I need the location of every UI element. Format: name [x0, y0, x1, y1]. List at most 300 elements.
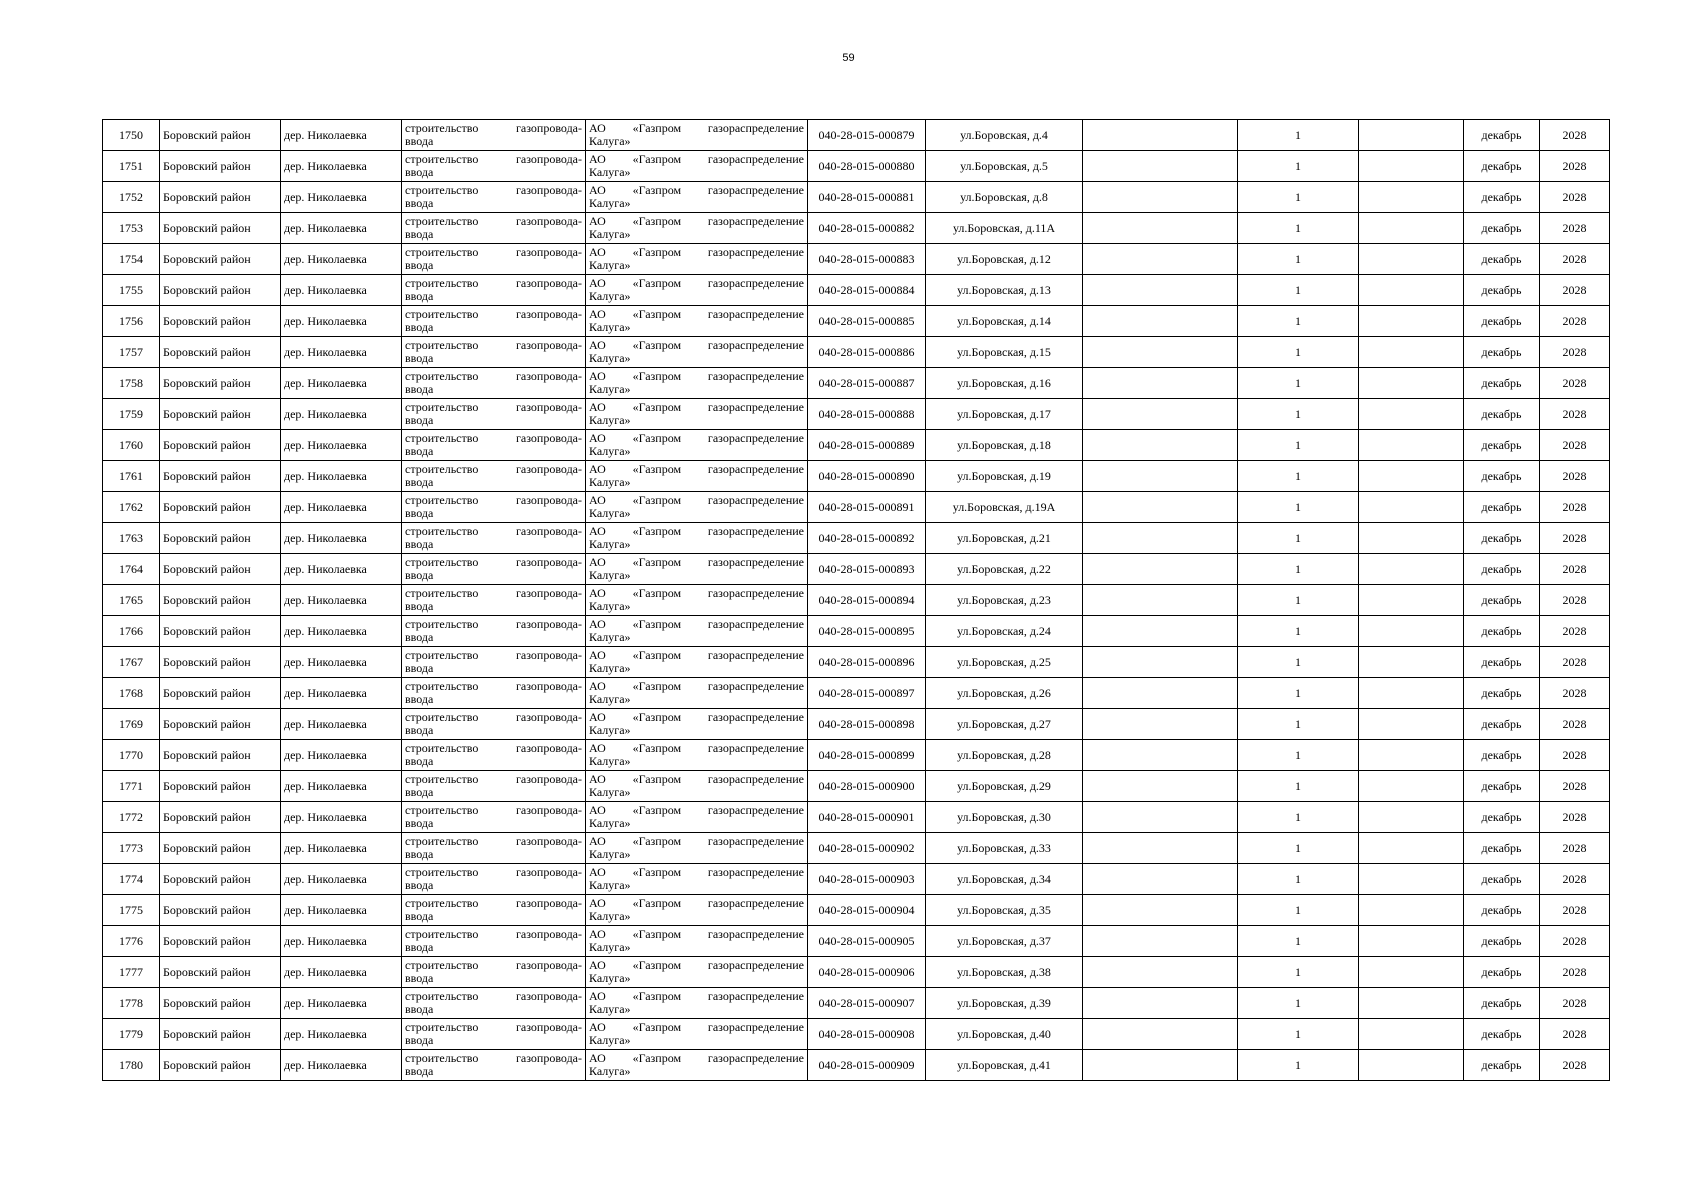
address-cell: ул.Боровская, д.4 [926, 120, 1083, 151]
month-cell: декабрь [1464, 306, 1540, 337]
table-row [103, 368, 1610, 399]
owner-word: Калуга» [589, 506, 631, 520]
owner-word: «Газпром [632, 865, 682, 879]
owner-word: Калуга» [589, 537, 631, 551]
settlement-cell: дер. Николаевка [281, 213, 402, 244]
work-type-word: строительство [405, 431, 479, 445]
empty-cell [1083, 151, 1238, 182]
work-type-word: газопровода- [515, 617, 582, 631]
work-type-word: строительство [405, 369, 479, 383]
owner-word: газораспределение [707, 958, 804, 972]
quantity-cell: 1 [1238, 1019, 1359, 1050]
table-row [103, 988, 1610, 1019]
quantity-cell: 1 [1238, 833, 1359, 864]
address-cell: ул.Боровская, д.35 [926, 895, 1083, 926]
owner-cell [586, 771, 808, 802]
year-cell: 2028 [1540, 957, 1610, 988]
work-type-cell [402, 275, 586, 306]
district-cell: Боровский район [160, 461, 281, 492]
owner-cell [586, 709, 808, 740]
owner-word: «Газпром [632, 369, 682, 383]
year-cell: 2028 [1540, 399, 1610, 430]
work-type-word: газопровода- [515, 462, 582, 476]
empty-cell [1359, 771, 1464, 802]
work-type-word: ввода [405, 630, 434, 644]
work-type-cell [402, 151, 586, 182]
address-cell: ул.Боровская, д.22 [926, 554, 1083, 585]
year-cell: 2028 [1540, 1019, 1610, 1050]
settlement-cell: дер. Николаевка [281, 554, 402, 585]
owner-cell [586, 461, 808, 492]
table-row [103, 430, 1610, 461]
object-code-cell: 040-28-015-000885 [808, 306, 926, 337]
year-cell: 2028 [1540, 492, 1610, 523]
owner-cell [586, 740, 808, 771]
empty-cell [1083, 957, 1238, 988]
work-type-cell [402, 926, 586, 957]
empty-cell [1083, 1019, 1238, 1050]
work-type-word: ввода [405, 1002, 434, 1016]
address-cell: ул.Боровская, д.14 [926, 306, 1083, 337]
object-code-cell: 040-28-015-000884 [808, 275, 926, 306]
owner-word: «Газпром [632, 524, 682, 538]
work-type-word: строительство [405, 927, 479, 941]
owner-word: Калуга» [589, 320, 631, 334]
quantity-cell: 1 [1238, 120, 1359, 151]
object-code-cell: 040-28-015-000883 [808, 244, 926, 275]
work-type-word: ввода [405, 289, 434, 303]
district-cell: Боровский район [160, 585, 281, 616]
work-type-word: строительство [405, 462, 479, 476]
row-number-cell: 1759 [103, 399, 160, 430]
work-type-word: строительство [405, 1051, 479, 1065]
empty-cell [1083, 802, 1238, 833]
owner-word: газораспределение [707, 555, 804, 569]
row-number-cell: 1769 [103, 709, 160, 740]
work-type-cell [402, 492, 586, 523]
table-row [103, 926, 1610, 957]
owner-word: АО [589, 989, 606, 1003]
district-cell: Боровский район [160, 864, 281, 895]
owner-cell [586, 213, 808, 244]
work-type-word: газопровода- [515, 276, 582, 290]
work-type-word: газопровода- [515, 1051, 582, 1065]
owner-cell [586, 120, 808, 151]
district-cell: Боровский район [160, 275, 281, 306]
quantity-cell: 1 [1238, 771, 1359, 802]
empty-cell [1359, 120, 1464, 151]
month-cell: декабрь [1464, 771, 1540, 802]
work-type-word: ввода [405, 847, 434, 861]
address-cell: ул.Боровская, д.28 [926, 740, 1083, 771]
address-cell: ул.Боровская, д.23 [926, 585, 1083, 616]
row-number-cell: 1771 [103, 771, 160, 802]
district-cell: Боровский район [160, 647, 281, 678]
table-row [103, 833, 1610, 864]
owner-cell [586, 647, 808, 678]
work-type-word: ввода [405, 785, 434, 799]
row-number-cell: 1768 [103, 678, 160, 709]
month-cell: декабрь [1464, 926, 1540, 957]
owner-word: Калуга» [589, 940, 631, 954]
empty-cell [1359, 306, 1464, 337]
address-cell: ул.Боровская, д.26 [926, 678, 1083, 709]
owner-word: газораспределение [707, 586, 804, 600]
owner-word: АО [589, 648, 606, 662]
owner-word: газораспределение [707, 1051, 804, 1065]
month-cell: декабрь [1464, 895, 1540, 926]
district-cell: Боровский район [160, 430, 281, 461]
row-number-cell: 1751 [103, 151, 160, 182]
work-type-word: строительство [405, 1020, 479, 1034]
work-type-word: строительство [405, 338, 479, 352]
owner-word: газораспределение [707, 896, 804, 910]
work-type-word: ввода [405, 196, 434, 210]
work-type-word: газопровода- [515, 555, 582, 569]
empty-cell [1359, 523, 1464, 554]
month-cell: декабрь [1464, 430, 1540, 461]
empty-cell [1083, 368, 1238, 399]
owner-cell [586, 926, 808, 957]
owner-word: Калуга» [589, 878, 631, 892]
work-type-word: строительство [405, 803, 479, 817]
row-number-cell: 1780 [103, 1050, 160, 1081]
object-code-cell: 040-28-015-000895 [808, 616, 926, 647]
owner-word: АО [589, 369, 606, 383]
empty-cell [1083, 895, 1238, 926]
work-type-word: строительство [405, 524, 479, 538]
empty-cell [1359, 492, 1464, 523]
district-cell: Боровский район [160, 678, 281, 709]
address-cell: ул.Боровская, д.33 [926, 833, 1083, 864]
owner-word: «Газпром [632, 400, 682, 414]
work-type-word: ввода [405, 1064, 434, 1078]
table-row [103, 771, 1610, 802]
empty-cell [1083, 461, 1238, 492]
month-cell: декабрь [1464, 740, 1540, 771]
table-row [103, 523, 1610, 554]
work-type-word: ввода [405, 382, 434, 396]
quantity-cell: 1 [1238, 492, 1359, 523]
work-type-word: газопровода- [515, 307, 582, 321]
table-row [103, 244, 1610, 275]
table-row [103, 461, 1610, 492]
month-cell: декабрь [1464, 647, 1540, 678]
month-cell: декабрь [1464, 802, 1540, 833]
table-row [103, 492, 1610, 523]
address-cell: ул.Боровская, д.25 [926, 647, 1083, 678]
work-type-word: ввода [405, 692, 434, 706]
quantity-cell: 1 [1238, 709, 1359, 740]
object-code-cell: 040-28-015-000880 [808, 151, 926, 182]
table-row [103, 957, 1610, 988]
owner-word: газораспределение [707, 121, 804, 135]
work-type-word: газопровода- [515, 431, 582, 445]
empty-cell [1083, 864, 1238, 895]
object-code-cell: 040-28-015-000901 [808, 802, 926, 833]
empty-cell [1359, 833, 1464, 864]
object-code-cell: 040-28-015-000904 [808, 895, 926, 926]
owner-cell [586, 306, 808, 337]
owner-word: Калуга» [589, 630, 631, 644]
quantity-cell: 1 [1238, 306, 1359, 337]
owner-word: газораспределение [707, 834, 804, 848]
owner-word: Калуга» [589, 785, 631, 799]
owner-cell [586, 988, 808, 1019]
owner-word: АО [589, 555, 606, 569]
table-row [103, 895, 1610, 926]
work-type-word: ввода [405, 537, 434, 551]
owner-word: «Газпром [632, 276, 682, 290]
owner-word: газораспределение [707, 276, 804, 290]
owner-word: АО [589, 431, 606, 445]
address-cell: ул.Боровская, д.24 [926, 616, 1083, 647]
district-cell: Боровский район [160, 399, 281, 430]
owner-word: АО [589, 958, 606, 972]
year-cell: 2028 [1540, 895, 1610, 926]
address-cell: ул.Боровская, д.39 [926, 988, 1083, 1019]
owner-word: газораспределение [707, 214, 804, 228]
table-row [103, 275, 1610, 306]
district-cell: Боровский район [160, 523, 281, 554]
work-type-cell [402, 461, 586, 492]
year-cell: 2028 [1540, 120, 1610, 151]
owner-word: Калуга» [589, 723, 631, 737]
work-type-word: ввода [405, 971, 434, 985]
settlement-cell: дер. Николаевка [281, 957, 402, 988]
address-cell: ул.Боровская, д.5 [926, 151, 1083, 182]
empty-cell [1083, 988, 1238, 1019]
owner-word: газораспределение [707, 710, 804, 724]
work-type-cell [402, 523, 586, 554]
owner-word: Калуга» [589, 1064, 631, 1078]
empty-cell [1083, 337, 1238, 368]
object-code-cell: 040-28-015-000882 [808, 213, 926, 244]
owner-word: Калуга» [589, 754, 631, 768]
object-code-cell: 040-28-015-000899 [808, 740, 926, 771]
owner-word: «Газпром [632, 152, 682, 166]
settlement-cell: дер. Николаевка [281, 275, 402, 306]
quantity-cell: 1 [1238, 461, 1359, 492]
work-type-word: строительство [405, 400, 479, 414]
empty-cell [1083, 492, 1238, 523]
work-type-word: газопровода- [515, 741, 582, 755]
owner-word: газораспределение [707, 493, 804, 507]
district-cell: Боровский район [160, 182, 281, 213]
owner-cell [586, 585, 808, 616]
owner-word: АО [589, 865, 606, 879]
owner-word: АО [589, 896, 606, 910]
work-type-word: ввода [405, 444, 434, 458]
row-number-cell: 1779 [103, 1019, 160, 1050]
month-cell: декабрь [1464, 833, 1540, 864]
empty-cell [1359, 647, 1464, 678]
district-cell: Боровский район [160, 833, 281, 864]
quantity-cell: 1 [1238, 213, 1359, 244]
owner-word: АО [589, 524, 606, 538]
quantity-cell: 1 [1238, 895, 1359, 926]
owner-cell [586, 337, 808, 368]
owner-word: газораспределение [707, 617, 804, 631]
district-cell: Боровский район [160, 1019, 281, 1050]
empty-cell [1083, 616, 1238, 647]
object-code-cell: 040-28-015-000889 [808, 430, 926, 461]
owner-word: «Газпром [632, 183, 682, 197]
quantity-cell: 1 [1238, 368, 1359, 399]
owner-word: газораспределение [707, 462, 804, 476]
work-type-word: ввода [405, 661, 434, 675]
empty-cell [1083, 275, 1238, 306]
year-cell: 2028 [1540, 306, 1610, 337]
work-type-word: строительство [405, 121, 479, 135]
settlement-cell: дер. Николаевка [281, 244, 402, 275]
owner-word: газораспределение [707, 741, 804, 755]
owner-cell [586, 864, 808, 895]
empty-cell [1359, 740, 1464, 771]
object-code-cell: 040-28-015-000896 [808, 647, 926, 678]
district-cell: Боровский район [160, 802, 281, 833]
quantity-cell: 1 [1238, 523, 1359, 554]
work-type-cell [402, 802, 586, 833]
owner-word: газораспределение [707, 338, 804, 352]
owner-word: Калуга» [589, 661, 631, 675]
owner-word: «Газпром [632, 679, 682, 693]
table-row [103, 306, 1610, 337]
year-cell: 2028 [1540, 368, 1610, 399]
object-code-cell: 040-28-015-000898 [808, 709, 926, 740]
settlement-cell: дер. Николаевка [281, 430, 402, 461]
work-type-word: газопровода- [515, 121, 582, 135]
work-type-cell [402, 1019, 586, 1050]
year-cell: 2028 [1540, 988, 1610, 1019]
work-type-word: строительство [405, 865, 479, 879]
empty-cell [1359, 895, 1464, 926]
owner-word: «Газпром [632, 555, 682, 569]
owner-word: АО [589, 245, 606, 259]
owner-word: АО [589, 400, 606, 414]
object-code-cell: 040-28-015-000881 [808, 182, 926, 213]
owner-word: газораспределение [707, 245, 804, 259]
work-type-word: газопровода- [515, 214, 582, 228]
quantity-cell: 1 [1238, 399, 1359, 430]
owner-word: газораспределение [707, 307, 804, 321]
quantity-cell: 1 [1238, 802, 1359, 833]
empty-cell [1359, 1019, 1464, 1050]
empty-cell [1083, 523, 1238, 554]
empty-cell [1083, 771, 1238, 802]
work-type-word: газопровода- [515, 1020, 582, 1034]
row-number-cell: 1753 [103, 213, 160, 244]
work-type-cell [402, 740, 586, 771]
work-type-cell [402, 430, 586, 461]
address-cell: ул.Боровская, д.16 [926, 368, 1083, 399]
year-cell: 2028 [1540, 647, 1610, 678]
row-number-cell: 1773 [103, 833, 160, 864]
empty-cell [1359, 864, 1464, 895]
work-type-cell [402, 771, 586, 802]
owner-word: АО [589, 462, 606, 476]
address-cell: ул.Боровская, д.12 [926, 244, 1083, 275]
district-cell: Боровский район [160, 492, 281, 523]
work-type-cell [402, 399, 586, 430]
address-cell: ул.Боровская, д.11А [926, 213, 1083, 244]
empty-cell [1083, 554, 1238, 585]
owner-word: АО [589, 307, 606, 321]
owner-cell [586, 1050, 808, 1081]
owner-word: газораспределение [707, 524, 804, 538]
work-type-word: газопровода- [515, 648, 582, 662]
owner-cell [586, 151, 808, 182]
month-cell: декабрь [1464, 461, 1540, 492]
address-cell: ул.Боровская, д.29 [926, 771, 1083, 802]
empty-cell [1359, 988, 1464, 1019]
work-type-cell [402, 213, 586, 244]
row-number-cell: 1766 [103, 616, 160, 647]
owner-word: Калуга» [589, 413, 631, 427]
work-type-cell [402, 182, 586, 213]
quantity-cell: 1 [1238, 740, 1359, 771]
owner-word: АО [589, 803, 606, 817]
work-type-word: строительство [405, 555, 479, 569]
object-code-cell: 040-28-015-000903 [808, 864, 926, 895]
work-type-word: строительство [405, 834, 479, 848]
owner-word: Калуга» [589, 1002, 631, 1016]
owner-cell [586, 554, 808, 585]
object-code-cell: 040-28-015-000906 [808, 957, 926, 988]
month-cell: декабрь [1464, 1019, 1540, 1050]
owner-word: Калуга» [589, 971, 631, 985]
quantity-cell: 1 [1238, 244, 1359, 275]
owner-cell [586, 616, 808, 647]
district-cell: Боровский район [160, 1050, 281, 1081]
owner-word: «Газпром [632, 803, 682, 817]
settlement-cell: дер. Николаевка [281, 864, 402, 895]
object-code-cell: 040-28-015-000907 [808, 988, 926, 1019]
owner-word: «Газпром [632, 214, 682, 228]
quantity-cell: 1 [1238, 864, 1359, 895]
table-row [103, 337, 1610, 368]
work-type-cell [402, 1050, 586, 1081]
row-number-cell: 1757 [103, 337, 160, 368]
empty-cell [1359, 337, 1464, 368]
address-cell: ул.Боровская, д.19 [926, 461, 1083, 492]
work-type-word: ввода [405, 351, 434, 365]
owner-word: «Газпром [632, 648, 682, 662]
owner-word: газораспределение [707, 369, 804, 383]
work-type-word: ввода [405, 909, 434, 923]
table-row [103, 678, 1610, 709]
work-type-cell [402, 678, 586, 709]
work-type-word: строительство [405, 648, 479, 662]
owner-word: АО [589, 276, 606, 290]
table-row [103, 585, 1610, 616]
owner-word: газораспределение [707, 400, 804, 414]
owner-word: АО [589, 772, 606, 786]
work-type-cell [402, 337, 586, 368]
work-type-word: газопровода- [515, 524, 582, 538]
owner-cell [586, 275, 808, 306]
owner-word: Калуга» [589, 134, 631, 148]
owner-cell [586, 492, 808, 523]
owner-cell [586, 833, 808, 864]
owner-word: «Газпром [632, 431, 682, 445]
district-cell: Боровский район [160, 368, 281, 399]
owner-word: газораспределение [707, 989, 804, 1003]
empty-cell [1359, 802, 1464, 833]
work-type-word: газопровода- [515, 338, 582, 352]
quantity-cell: 1 [1238, 957, 1359, 988]
address-cell: ул.Боровская, д.8 [926, 182, 1083, 213]
